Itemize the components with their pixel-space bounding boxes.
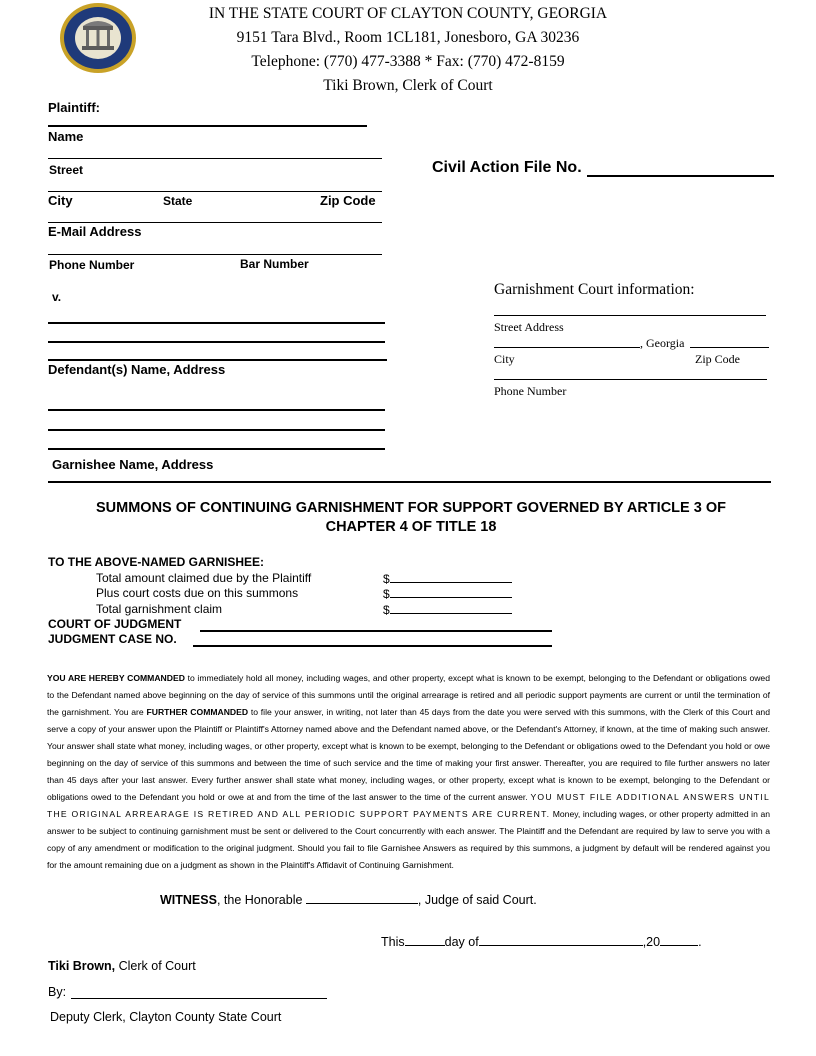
plaintiff-name-line[interactable] <box>48 125 367 127</box>
court-phone: Telephone: (770) 477-3388 * Fax: (770) 472-8159 <box>251 53 565 70</box>
clerk-title: Clerk of Court <box>115 959 196 973</box>
plaintiff-street-line[interactable] <box>48 158 382 159</box>
civil-action-text: Civil Action File No. <box>432 159 582 176</box>
garnishment-court-name-line[interactable] <box>494 315 766 316</box>
plaintiff-heading: Plaintiff: <box>48 100 100 115</box>
plaintiff-state-label: State <box>163 194 193 208</box>
body-text-1: to immediately hold all money, including wages, and other property, except what is known to be exempt, belonging to the Defendant or obligations owed to the Defendant named above beginning on the day of service of this summons until the original arrearage is retired and all periodic support payments are current or until the termination of the garnishment. You are <box>47 673 770 717</box>
section-divider <box>48 481 771 483</box>
claim-item-3: Total garnishment claim <box>96 602 223 616</box>
date-day-of: day of <box>444 935 479 949</box>
garnishment-city-label: City <box>494 352 515 366</box>
summons-body-paragraph <box>47 670 770 874</box>
garnishment-zip-label: Zip Code <box>695 352 740 366</box>
date-line <box>381 934 702 949</box>
dollar-sign: $ <box>383 587 390 601</box>
by-label: By: <box>48 985 67 999</box>
garnishment-court-heading: Garnishment Court information: <box>494 281 695 298</box>
body-text-3: Money, including wages, or other property admitted in an answer to be subject to continuing garnishment must be sent or delivered to the Court concurrently with each answer. The Plaintiff and the Defendant are required by law to serve you with a copy of any amendment or modification to the original judgment. Should you fail to file Garnishee Answers as required by this summons, a judgment by default will be rendered against you for the amount remaining due on a judgment as shown in the Plaintiff's Affidavit of Continuing Garnishment. <box>47 809 770 870</box>
court-of-judgment-label: COURT OF JUDGMENT <box>48 617 182 631</box>
summons-title-line-1: SUMMONS OF CONTINUING GARNISHMENT FOR SUPPORT GOVERNED BY ARTICLE 3 OF <box>96 500 726 516</box>
deputy-clerk-label: Deputy Clerk, Clayton County State Court <box>50 1010 282 1024</box>
further-commanded-phrase: FURTHER COMMANDED <box>146 707 249 717</box>
year-field[interactable] <box>660 934 698 946</box>
clerk-name: Tiki Brown, <box>48 959 116 973</box>
dollar-sign: $ <box>383 572 390 586</box>
summons-title-line-2: CHAPTER 4 OF TITLE 18 <box>325 519 497 535</box>
by-signature-line[interactable] <box>71 998 327 999</box>
to-garnishee-heading: TO THE ABOVE-NAMED GARNISHEE: <box>48 555 265 569</box>
plaintiff-street-label: Street <box>49 163 84 177</box>
garnishment-zip-line[interactable] <box>690 347 769 348</box>
defendant-line-2[interactable] <box>48 341 385 343</box>
court-of-judgment-line[interactable] <box>200 630 552 632</box>
month-field[interactable] <box>479 934 643 946</box>
court-name: IN THE STATE COURT OF CLAYTON COUNTY, GEORGIA <box>208 5 608 22</box>
plaintiff-phone-line[interactable] <box>48 254 382 255</box>
judgment-case-label: JUDGMENT CASE NO. <box>48 632 177 646</box>
judge-name-field[interactable] <box>306 892 418 904</box>
claim-dollar-3[interactable] <box>383 602 512 617</box>
garnishment-georgia-label: , Georgia <box>640 336 685 350</box>
defendant-line-3[interactable] <box>48 359 387 361</box>
versus-label: v. <box>52 290 62 304</box>
day-field[interactable] <box>405 934 445 946</box>
civil-action-label <box>432 159 582 177</box>
plaintiff-email-line[interactable] <box>48 222 382 223</box>
date-year-prefix: ,20 <box>642 935 661 949</box>
court-clerk: Tiki Brown, Clerk of Court <box>323 77 493 94</box>
garnishee-line-2[interactable] <box>48 429 385 431</box>
garnishment-street-label: Street Address <box>494 320 564 334</box>
witness-post: , Judge of said Court. <box>417 893 537 907</box>
plaintiff-city-line[interactable] <box>48 191 382 192</box>
plaintiff-zip-label: Zip Code <box>320 193 376 208</box>
garnishee-line-3[interactable] <box>48 448 385 450</box>
claim-dollar-1[interactable] <box>383 571 512 586</box>
claim-item-2: Plus court costs due on this summons <box>96 586 299 600</box>
defendant-label: Defendant(s) Name, Address <box>48 362 226 377</box>
garnishment-phone-label: Phone Number <box>494 384 567 398</box>
claim-item-1: Total amount claimed due by the Plaintiff <box>96 571 312 585</box>
witness-bold: WITNESS <box>160 893 217 907</box>
plaintiff-phone-label: Phone Number <box>49 258 135 272</box>
defendant-line-1[interactable] <box>48 322 385 324</box>
commanded-phrase: YOU ARE HEREBY COMMANDED <box>47 673 185 683</box>
garnishment-city-line[interactable] <box>494 347 640 348</box>
witness-pre: , the Honorable <box>216 893 306 907</box>
plaintiff-name-label: Name <box>48 129 84 144</box>
plaintiff-city-label: City <box>48 193 73 208</box>
judgment-case-line[interactable] <box>193 645 552 647</box>
date-end: . <box>698 935 702 949</box>
plaintiff-bar-label: Bar Number <box>240 257 309 271</box>
garnishment-phone-line[interactable] <box>494 379 767 380</box>
additional-answers-phrase: YOU MUST FILE ADDITIONAL ANSWERS UNTIL THE ORIGINAL ARREARAGE IS RETIRED AND ALL PERIODIC SUPPORT PAYMENTS ARE CURRENT. <box>47 792 770 819</box>
dollar-sign: $ <box>383 603 390 617</box>
claim-dollar-2[interactable] <box>383 586 512 601</box>
body-text-2: to file your answer, in writing, not later than 45 days from the date you were served with this summons, with the Clerk of this Court and serve a copy of your answer upon the Plaintiff or Plaintiff's Attorney named above and the Defendant named above, or the Defendant's Attorney, if known, at the time of making such answer. Your answer shall state what money, including wages, or other property, except what is known to be exempt, belonging to the Defendant or obligations owed to the Defendant you hold or owe beginning on the day of service of this summons and between the time of such service and the time of making your first answer. Thereafter, you are required to file further answers no later than 45 days after your last answer. Every further answer shall state what money, including wages, or other property, except what is known to be exempt, belonging to the Defendant or obligations owed to the Defendant you hold or owe at and from the time of the last answer to the time of the current answer. <box>47 707 770 802</box>
date-this: This <box>381 935 405 949</box>
clerk-signature-name <box>48 959 196 973</box>
plaintiff-email-label: E-Mail Address <box>48 224 142 239</box>
witness-line <box>160 892 537 907</box>
court-address: 9151 Tara Blvd., Room 1CL181, Jonesboro, GA 30236 <box>236 29 580 46</box>
civil-action-line[interactable] <box>587 175 774 177</box>
garnishee-label: Garnishee Name, Address <box>52 457 214 472</box>
garnishee-line-1[interactable] <box>48 409 385 411</box>
